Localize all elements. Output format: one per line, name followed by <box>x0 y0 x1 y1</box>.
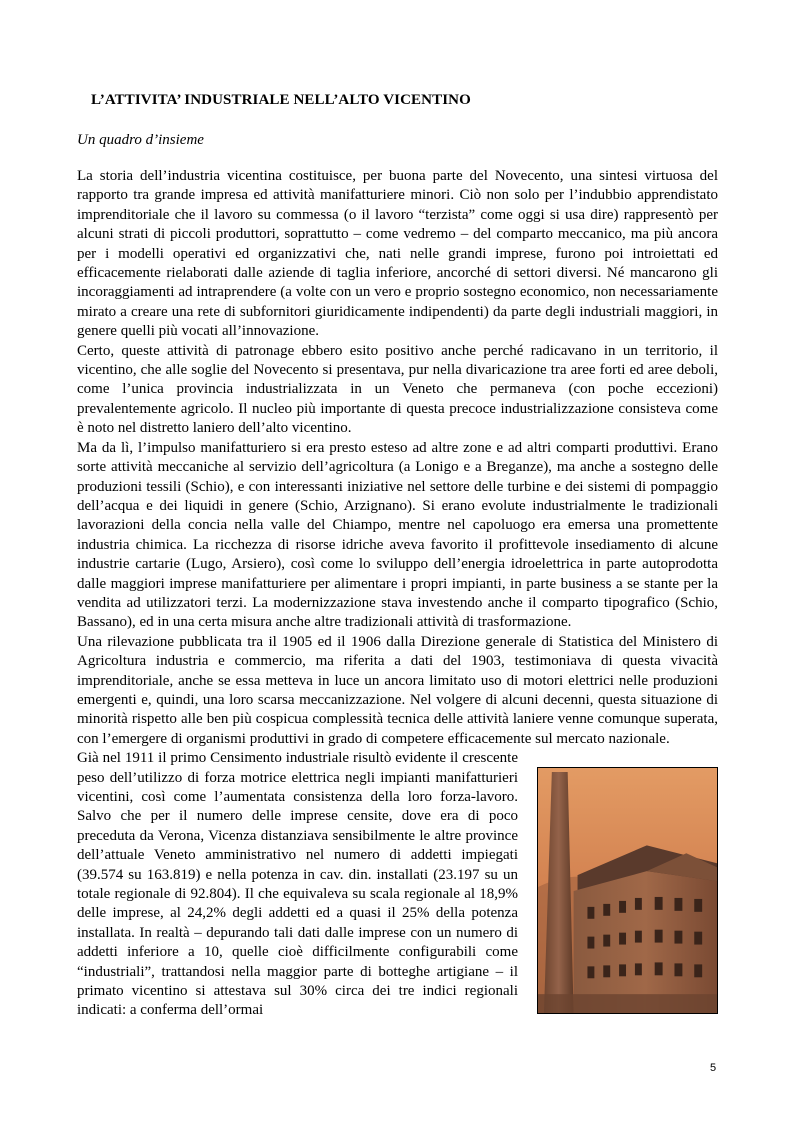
paragraph: Una rilevazione pubblicata tra il 1905 ed il 1906 dalla Direzione generale di Statistica del Ministero di Agricoltura industria e commercio, ma riferita a dati del 1903, testimoniava di questa vivacità imprenditoriale, anche se essa metteva in luce un ancora limitato uso di motori elettrici nelle produzioni emergenti e, quindi, una loro scarsa meccanizzazione. Nel volgere di alcuni decenni, questa situazione di minorità rispetto alle ben più cospicua complessità tecnica delle attività laniere venne comunque superata, con l’emergere di organismi produttivi in grado di competere efficacemente sul mercato nazionale. <box>77 633 718 747</box>
paragraph: Già nel 1911 il primo Censimento industriale risultò evidente il crescente peso dell’utilizzo di forza motrice elettrica negli impianti manifatturieri vicentini, così come l’aumentata consistenza della loro forza-lavoro. Salvo che per il numero delle imprese censite, dove era di poco preceduta da Verona, Vicenza distanziava sensibilmente le altre province dell’attuale Veneto amministrativo nel numero di addetti impiegati (39.574 su 163.819) e nella potenza in cav. din. installati (23.197 su un totale regionale di 92.804). Il che equivaleva su scala regionale al 18,9% delle imprese, al 24,2% degli addetti ed a quasi il 25% della potenza installata. In realtà – depurando tali dati dalle imprese con un numero di addetti inferiore a 10, quelle cioè difficilmente configurabili come “industriali”, trattandosi nella maggior parte di botteghe artigiane – il primato vicentino si attestava sul 30% circa dei tre indici regionali indicati: a conferma dell’ormai <box>77 750 518 1019</box>
paragraph: Ma da lì, l’impulso manifatturiero si era presto esteso ad altre zone e ad altri comparti produttivi. Erano sorte attività meccaniche al servizio dell’agricoltura (a Lonigo e a Breganze), ma anche a sostegno delle produzioni tessili (Schio), e con interessanti iniziative nel settore delle turbine e dei sistemi di pompaggio dell’acqua e dei liquidi in genere (Schio, Arzignano). Si erano evolute industrialmente le tradizionali lavorazioni della concia nella valle del Chiampo, mentre nel capoluogo era emersa una promettente industria chimica. La ricchezza di risorse idriche aveva favorito il profittevole insediamento di alcune industrie cartarie (Lugo, Arsiero), così come lo sviluppo dell’energia idroelettrica in parte autoprodotta dalle maggiori imprese manifatturiere per alimentare i propri impianti, in parte business a se stante per la vendita ad utilizzatori terzi. La modernizzazione stava investendo anche il comparto tipografico (Schio, Bassano), ed in una certa misura anche altre tradizionali attività di trasformazione. <box>77 439 718 631</box>
paragraph: La storia dell’industria vicentina costituisce, per buona parte del Novecento, una sintesi virtuosa del rapporto tra grande impresa ed attività manifatturiere minori. Ciò non solo per l’indubbio apprendistato imprenditoriale che il lavoro su commessa (o il lavoro “terzista” come oggi si usa dire) rappresentò per alcuni strati di piccoli produttori, soprattutto – come vedremo – del comparto meccanico, ma più ancora per i modelli operativi ed organizzativi che, nati nelle grandi imprese, furono poi introiettati ed efficacemente rielaborati dalle aziende di taglia inferiore, ancorché di settori diversi. Né mancarono gli incoraggiamenti ad intraprendere (a volte con un vero e proprio sostegno economico, non necessariamente mirato a creare una rete di subfornitori giuridicamente indipendenti) da parte degli industriali maggiori, in genere quelli più vocati all’innovazione. <box>77 168 718 340</box>
factory-photo-image <box>538 768 717 1013</box>
factory-photo <box>537 767 718 1014</box>
section-title: L’ATTIVITA’ INDUSTRIALE NELL’ALTO VICENTINO <box>91 92 471 108</box>
section-subtitle: Un quadro d’insieme <box>77 132 204 148</box>
page-number: 5 <box>710 1062 717 1074</box>
paragraph: Certo, queste attività di patronage ebbero esito positivo anche perché radicavano in un territorio, il vicentino, che alle soglie del Novecento si presentava, pur nella divaricazione tra aree forti ed aree deboli, come l’unica provincia industrializzata in un Veneto che permaneva (con poche eccezioni) prevalentemente agricolo. Il nucleo più importante di questa precoce industrializzazione consisteva come è noto nel distretto laniero dell’alto vicentino. <box>77 342 718 437</box>
